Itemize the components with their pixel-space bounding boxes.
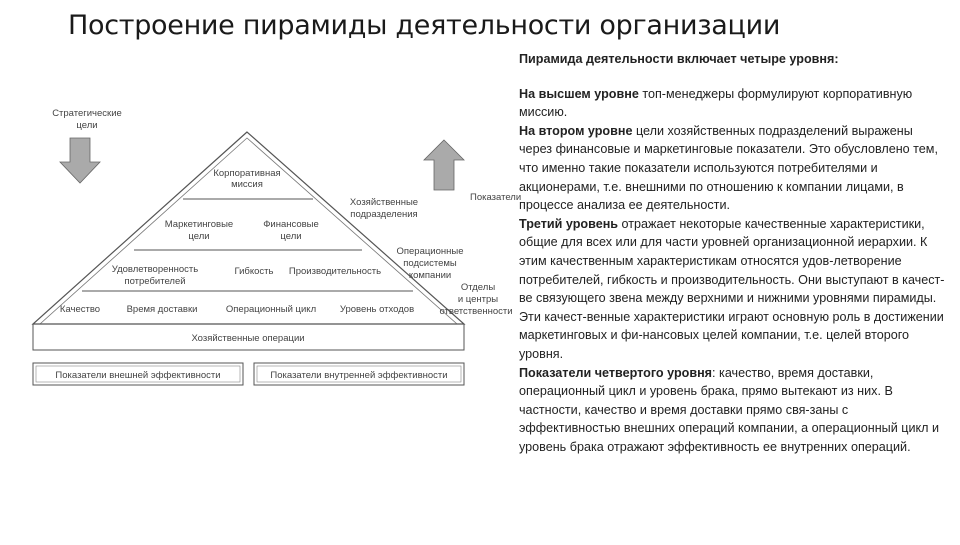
side-label-divisions-1: Хозяйственные [349, 197, 419, 208]
level2-marketing-label-1: Маркетинговые [164, 219, 234, 230]
side-label-departments-2: и центры [457, 294, 499, 305]
intro-text: Пирамида деятельности включает четыре уровня: [519, 52, 839, 66]
level2-marketing-label-2: цели [188, 231, 210, 242]
level1-label-2: миссия [231, 179, 263, 190]
paragraph-level-4 [519, 364, 949, 457]
pyramid-outline [33, 132, 464, 324]
level3-flexibility-label: Гибкость [234, 266, 274, 277]
paragraph-body: цели хозяйственных подразделений выражены через финансовые и маркетинговые показатели. Это обусловлено тем, что именно такие показатели используются потребителями и акционерами, т.е. внешними по отношению к компании лицами, в процессе анализа ее деятельности. [519, 123, 938, 213]
base-operations-label: Хозяйственные операции [191, 333, 305, 344]
side-label-subsystems-1: Операционные [396, 246, 464, 257]
level4-waste-label: Уровень отходов [339, 304, 415, 315]
external-efficiency-box [33, 363, 243, 385]
paragraph-body: отражает некоторые качественные характеристики, общие для всех или для части уровней организационной иерархии. К этим качественным характеристикам относятся удов-летворение потребителей, гибкость и производительность. Они выступают в качест-ве связующего звена между верхними и нижними уровнями пирамиды. Эти качест-венные характеристики играют основную роль в достижении маркетинговых и фи-нансовых целей компании, т.е. целей второго уровня. [519, 216, 945, 361]
level4-cycle-label: Операционный цикл [225, 304, 317, 315]
strategic-goals-label-2: цели [76, 120, 98, 131]
level3-satisfaction-label-1: Удовлетворенность [111, 264, 199, 275]
strategic-goals-label-1: Стратегические [52, 108, 122, 119]
level4-delivery-label: Время доставки [126, 304, 198, 315]
pyramid-inner-outline [40, 138, 457, 324]
paragraph-level-3 [519, 215, 949, 364]
paragraph-body: : качество, время доставки, операционный цикл и уровень брака, прямо вытекают из них. В частности, качество и время доставки прямо свя-заны с эффективностью внешних операций компании, а операционный цикл и уровень брака отражают эффективность ее внутренних операций. [519, 365, 940, 454]
paragraph-lead: Показатели четвертого уровня [519, 365, 713, 380]
external-efficiency-box-inner [36, 366, 240, 382]
side-label-subsystems-2: подсистемы [403, 258, 457, 269]
level2-finance-label-2: цели [280, 231, 302, 242]
internal-efficiency-box-inner [257, 366, 461, 382]
slide-title: Построение пирамиды деятельности организации [68, 10, 781, 41]
paragraph-level-2 [519, 122, 949, 215]
indicators-label: Показатели [470, 192, 522, 203]
paragraph-lead: На втором уровне [519, 123, 633, 138]
level3-satisfaction-label-2: потребителей [124, 276, 186, 287]
level4-quality-label: Качество [59, 304, 101, 315]
paragraph-lead: На высшем уровне [519, 86, 639, 101]
internal-efficiency-box [254, 363, 464, 385]
paragraph-body: топ-менеджеры формулируют корпоративную миссию. [519, 86, 913, 120]
paragraph-level-1 [519, 85, 949, 122]
side-label-divisions-2: подразделения [350, 209, 418, 220]
side-label-subsystems-3: компании [408, 270, 452, 281]
side-label-departments-1: Отделы [460, 282, 496, 293]
internal-efficiency-label: Показатели внутренней эффективности [270, 370, 448, 381]
level2-finance-label-1: Финансовые [263, 219, 319, 230]
level3-productivity-label: Производительность [288, 266, 382, 277]
pyramid-base-band [33, 324, 464, 350]
description-text [519, 50, 949, 456]
side-label-departments-3: ответственности [439, 306, 513, 317]
external-efficiency-label: Показатели внешней эффективности [55, 370, 221, 381]
indicators-arrow-icon [424, 140, 464, 190]
paragraph-lead: Третий уровень [519, 216, 619, 231]
level1-label-1: Корпоративная [213, 168, 281, 179]
strategic-goals-arrow-icon [60, 138, 100, 183]
